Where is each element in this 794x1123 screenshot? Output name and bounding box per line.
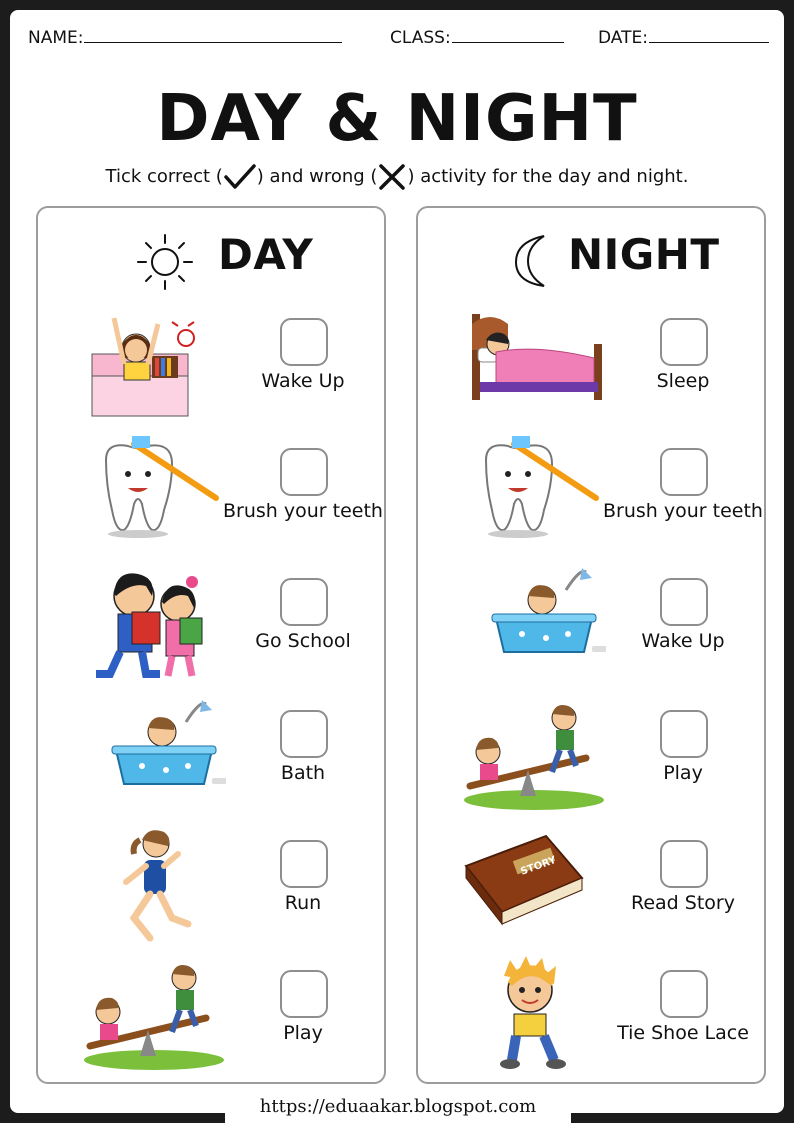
girl-running-icon xyxy=(76,826,226,946)
night-tie-shoe-checkbox[interactable] xyxy=(660,970,708,1018)
boy-tie-shoe-icon xyxy=(456,956,606,1076)
day-wake-up-label: Wake Up xyxy=(261,370,345,392)
night-row-5 xyxy=(418,826,764,956)
name-label: NAME: xyxy=(28,28,84,48)
day-row-3 xyxy=(38,564,384,694)
instruction-part3: ) activity for the day and night. xyxy=(407,166,689,187)
cross-icon xyxy=(377,162,407,192)
day-panel xyxy=(36,206,386,1084)
class-line[interactable] xyxy=(452,27,564,43)
day-row-4 xyxy=(38,696,384,826)
night-sleep-label: Sleep xyxy=(656,370,710,392)
night-tie-shoe-label: Tie Shoe Lace xyxy=(617,1022,749,1044)
night-play-label: Play xyxy=(663,762,703,784)
day-row-1 xyxy=(38,304,384,434)
seesaw-icon xyxy=(456,696,606,816)
day-bath-checkbox[interactable] xyxy=(280,710,328,758)
check-icon xyxy=(223,163,257,191)
sun-icon xyxy=(134,232,196,292)
night-row-6 xyxy=(418,956,764,1086)
night-read-story-checkbox[interactable] xyxy=(660,840,708,888)
night-read-story-label: Read Story xyxy=(631,892,735,914)
girl-waking-up-icon xyxy=(76,304,226,424)
night-brush-checkbox[interactable] xyxy=(660,448,708,496)
moon-icon xyxy=(510,232,554,290)
day-wake-up-checkbox[interactable] xyxy=(280,318,328,366)
night-panel xyxy=(416,206,766,1084)
child-bathtub-icon xyxy=(76,696,226,816)
date-line[interactable] xyxy=(649,27,769,43)
day-header xyxy=(38,228,384,288)
name-line[interactable] xyxy=(84,27,342,43)
night-row-3 xyxy=(418,564,764,694)
day-row-5 xyxy=(38,826,384,956)
instruction xyxy=(0,162,794,192)
class-field[interactable] xyxy=(390,27,564,48)
date-label: DATE: xyxy=(598,28,648,48)
class-label: CLASS: xyxy=(390,28,451,48)
day-bath-label: Bath xyxy=(280,762,326,784)
day-row-6 xyxy=(38,956,384,1086)
day-title: DAY xyxy=(218,230,314,279)
day-play-checkbox[interactable] xyxy=(280,970,328,1018)
night-wake-up-checkbox[interactable] xyxy=(660,578,708,626)
day-run-label: Run xyxy=(284,892,322,914)
day-play-label: Play xyxy=(283,1022,323,1044)
night-row-1 xyxy=(418,304,764,434)
instruction-part1: Tick correct ( xyxy=(105,166,223,187)
day-brush-checkbox[interactable] xyxy=(280,448,328,496)
children-school-icon xyxy=(76,564,226,684)
night-header xyxy=(418,228,764,288)
day-row-2 xyxy=(38,434,384,564)
name-field[interactable] xyxy=(28,27,342,48)
night-sleep-checkbox[interactable] xyxy=(660,318,708,366)
svg-text:STORY: STORY xyxy=(519,854,558,878)
day-go-school-label: Go School xyxy=(255,630,351,652)
day-brush-label: Brush your teeth xyxy=(223,500,383,522)
night-row-2 xyxy=(418,434,764,564)
day-run-checkbox[interactable] xyxy=(280,840,328,888)
header-fields xyxy=(28,27,774,49)
tooth-brush-icon xyxy=(456,434,606,554)
day-go-school-checkbox[interactable] xyxy=(280,578,328,626)
instruction-part2: ) and wrong ( xyxy=(256,166,378,187)
night-row-4 xyxy=(418,696,764,826)
seesaw-icon xyxy=(76,956,226,1076)
night-play-checkbox[interactable] xyxy=(660,710,708,758)
night-wake-up-label: Wake Up xyxy=(641,630,725,652)
footer-url: https://eduaakar.blogspot.com xyxy=(225,1090,571,1123)
page-title: DAY & NIGHT xyxy=(156,82,638,156)
tooth-brush-icon xyxy=(76,434,226,554)
story-book-icon xyxy=(456,826,606,946)
child-bathtub-icon xyxy=(456,564,606,684)
girl-sleeping-icon xyxy=(456,304,606,424)
night-brush-label: Brush your teeth xyxy=(603,500,763,522)
night-title: NIGHT xyxy=(568,230,720,279)
date-field[interactable] xyxy=(598,27,769,48)
